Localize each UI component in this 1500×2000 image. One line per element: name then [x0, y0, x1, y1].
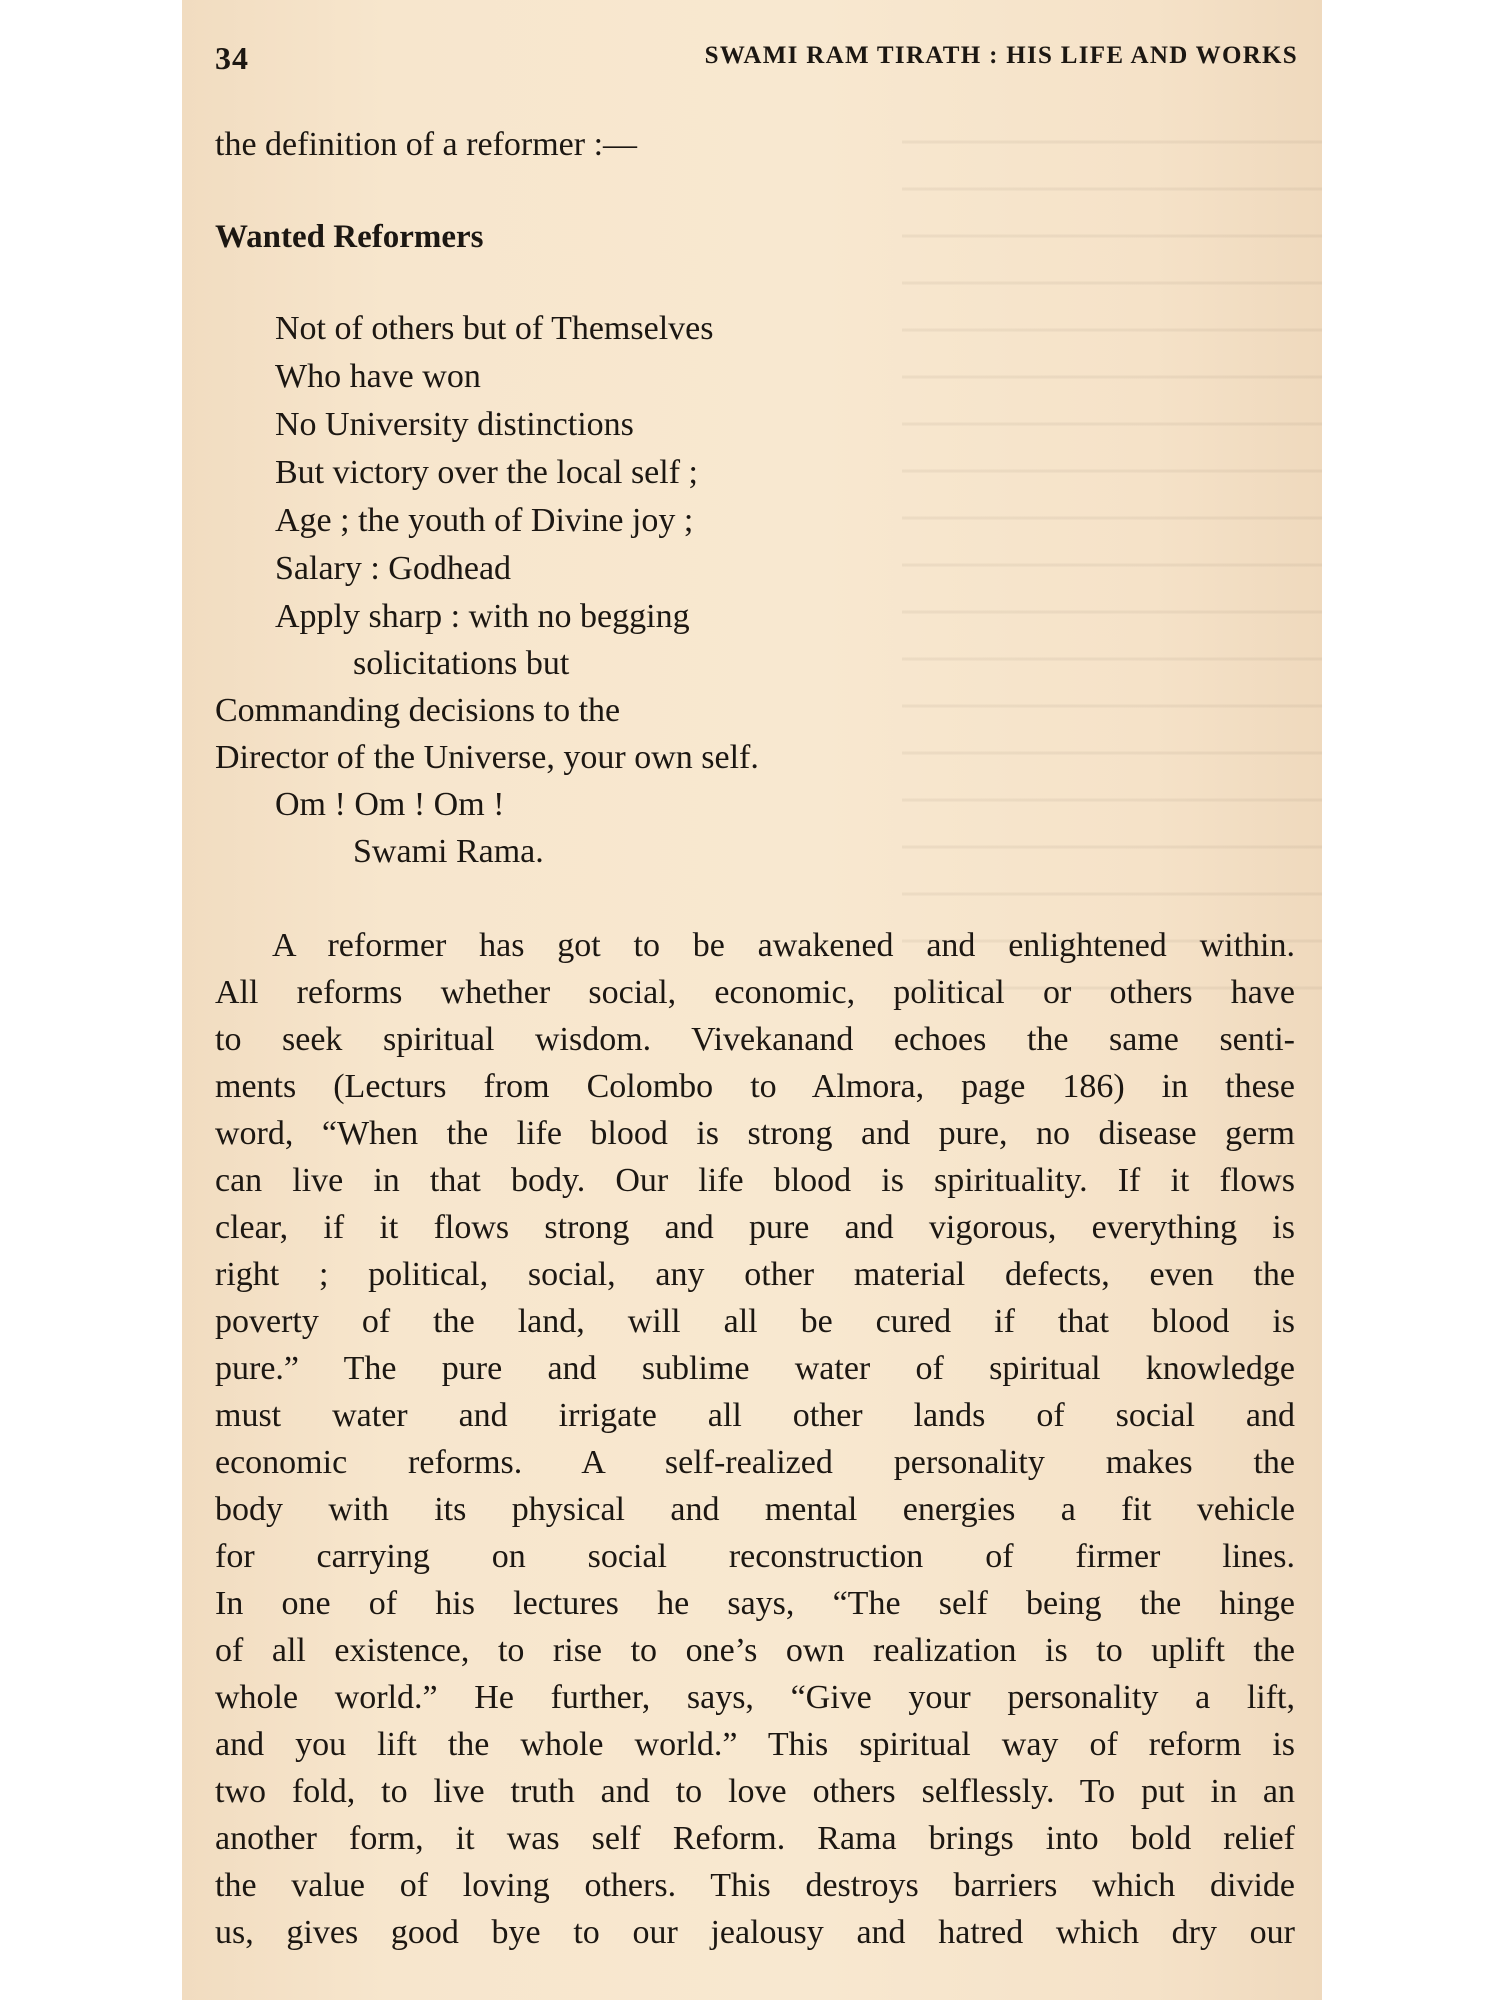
paragraph-line: can live in that body. Our life blood is spirituality. If it flows	[215, 1162, 1295, 1199]
paragraph-line: All reforms whether social, economic, political or others have	[215, 974, 1295, 1011]
poem-signature: Swami Rama.	[353, 833, 544, 870]
poem-line: Not of others but of Themselves	[275, 310, 714, 347]
section-heading: Wanted Reformers	[215, 219, 484, 255]
paragraph-line: In one of his lectures he says, “The self being the hinge	[215, 1585, 1295, 1622]
paragraph-line: another form, it was self Reform. Rama brings into bold relief	[215, 1820, 1295, 1857]
poem-line: Age ; the youth of Divine joy ;	[275, 502, 694, 539]
reverse-side-show-through	[902, 110, 1322, 1010]
paragraph-line: word, “When the life blood is strong and pure, no disease germ	[215, 1115, 1295, 1152]
poem-line: Commanding decisions to the	[215, 692, 621, 729]
paragraph-line: for carrying on social reconstruction of firmer lines.	[215, 1538, 1295, 1575]
poem-line: But victory over the local self ;	[275, 454, 698, 491]
poem-line: solicitations but	[353, 645, 570, 682]
paragraph-line: to seek spiritual wisdom. Vivekanand echoes the same senti-	[215, 1021, 1295, 1058]
paragraph-line: of all existence, to rise to one’s own realization is to uplift the	[215, 1632, 1295, 1669]
poem-line: Director of the Universe, your own self.	[215, 739, 759, 776]
book-page	[182, 0, 1322, 2000]
paragraph-line: us, gives good bye to our jealousy and hatred which dry our	[215, 1914, 1295, 1951]
body-paragraph	[215, 922, 1295, 1956]
paragraph-line: pure.” The pure and sublime water of spiritual knowledge	[215, 1350, 1295, 1387]
paragraph-line: whole world.” He further, says, “Give your personality a lift,	[215, 1679, 1295, 1716]
paragraph-line: clear, if it flows strong and pure and vigorous, everything is	[215, 1209, 1295, 1246]
paragraph-line: two fold, to live truth and to love others selflessly. To put in an	[215, 1773, 1295, 1810]
poem-line: Who have won	[275, 358, 481, 395]
poem-line: Om ! Om ! Om !	[275, 786, 505, 823]
paragraph-line: poverty of the land, will all be cured if that blood is	[215, 1303, 1295, 1340]
poem-line: Salary : Godhead	[275, 550, 512, 587]
intro-line: the definition of a reformer :—	[215, 126, 638, 163]
paragraph-line: economic reforms. A self-realized personality makes the	[215, 1444, 1295, 1481]
paragraph-line: and you lift the whole world.” This spiritual way of reform is	[215, 1726, 1295, 1763]
paragraph-line: body with its physical and mental energies a fit vehicle	[215, 1491, 1295, 1528]
poem-line: Apply sharp : with no begging	[275, 598, 690, 635]
paragraph-line: ments (Lecturs from Colombo to Almora, page 186) in these	[215, 1068, 1295, 1105]
paragraph-line: the value of loving others. This destroys barriers which divide	[215, 1867, 1295, 1904]
paragraph-line: right ; political, social, any other material defects, even the	[215, 1256, 1295, 1293]
poem-line: No University distinctions	[275, 406, 634, 443]
paragraph-line: must water and irrigate all other lands of social and	[215, 1397, 1295, 1434]
running-head: SWAMI RAM TIRATH : HIS LIFE AND WORKS	[704, 42, 1298, 69]
paragraph-line: A reformer has got to be awakened and enlightened within.	[272, 927, 1295, 964]
page-number: 34	[215, 40, 249, 76]
